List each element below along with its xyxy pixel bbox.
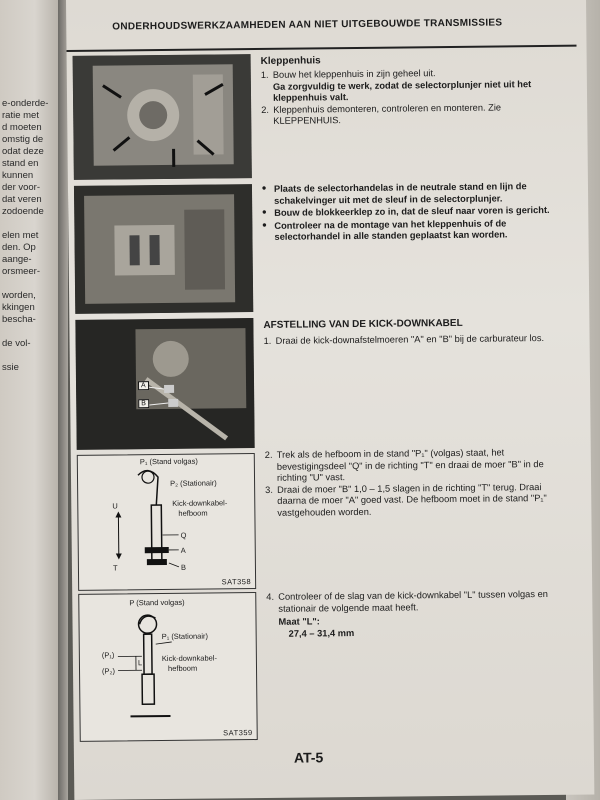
kleppenhuis-steps — [261, 67, 552, 128]
kickdown-steps-2-3 — [265, 447, 556, 519]
figure-sat359 — [78, 592, 258, 742]
fig358-cable-label: Kick-downkabel- — [172, 498, 228, 508]
assembly-note-2: • Bouw de blokkeerklep zo in, dat de sleuf naar voren is gericht. — [262, 205, 552, 220]
header-rule — [67, 45, 577, 52]
section-title-kickdown: AFSTELLING VAN DE KICK-DOWNKABEL — [263, 317, 463, 331]
fig358-p1-label: P₁ (Stand volgas) — [139, 456, 198, 467]
previous-page-line: der voor- — [2, 182, 41, 193]
fig358-id: SAT358 — [221, 577, 252, 587]
assembly-note-1: • Plaats de selectorhandelas in de neutrale stand en lijn de schakelvinger uit met de sleuf in de selectorplunjer. — [262, 181, 552, 207]
photo-selector-plunger — [74, 184, 253, 314]
previous-page-line: odat deze — [2, 146, 44, 157]
previous-page-line: e-onderde- — [2, 98, 49, 109]
fig358-lever-label: hefboom — [178, 508, 208, 518]
figure-sat358 — [77, 453, 256, 591]
kleppenhuis-step-1: 1. Bouw het kleppenhuis in zijn geheel uit. Ga zorgvuldig te werk, zodat de selectorplunjer niet uit het kleppenhuis valt. — [260, 68, 532, 103]
fig359-p-label: P (Stand volgas) — [129, 597, 185, 608]
fig358-t-label: T — [112, 563, 118, 573]
kleppenhuis-step-2: 2. Kleppenhuis demonteren, controleren en monteren. Zie KLEPPENHUIS. — [261, 101, 502, 126]
page-number: AT-5 — [293, 749, 324, 766]
kickdown-step-2: 2. Trek als de hefboom in de stand "P₁" (volgas) staat, het bevestigingsdeel "Q" in de richting "T" en draai de moer "B" in de richting "U" vast. — [264, 447, 544, 483]
fig358-a-label: A — [180, 545, 186, 555]
previous-page-line: ssie — [2, 362, 19, 373]
photo-kickdown-nuts — [75, 318, 254, 450]
fig359-p1-left: (P₁) — [101, 650, 115, 660]
previous-page-line: bescha- — [2, 314, 36, 325]
previous-page-line: worden, — [2, 290, 36, 301]
kickdown-step-3: 3. Draai de moer "B" 1,0 – 1,5 slagen in de richting "T" terug. Draai daarna de moer "A" goed vast. De hefboom moet in de stand "P₁" vastgehouden worden. — [265, 481, 547, 518]
fig358-q-label: Q — [180, 530, 187, 540]
previous-page-line: omstig de — [2, 134, 44, 145]
maat-value: 27,4 – 31,4 mm — [288, 627, 355, 639]
kickdown-step-4: 4. Controleer of de slag van de kick-downkabel "L" tussen volgas en stationair de volgende maat heeft. Maat "L": 27,4 – 31,4 mm — [266, 589, 556, 640]
page-header-title: ONDERHOUDSWERKZAAMHEDEN AAN NIET UITGEBOUWDE TRANSMISSIES — [112, 17, 503, 33]
photo-valve-body — [73, 54, 252, 180]
previous-page-line: d moeten — [2, 122, 42, 133]
section-title-kleppenhuis: Kleppenhuis — [260, 55, 321, 67]
fig358-p2-label: P₂ (Stationair) — [170, 478, 217, 488]
fig359-p1-label: P₁ (Stationair) — [161, 631, 209, 642]
previous-page-line: aange- — [2, 254, 32, 265]
previous-page-line: ratie met — [2, 110, 39, 121]
fig359-p2-left: (P₂) — [101, 666, 115, 676]
previous-page-line: kunnen — [2, 170, 34, 181]
assembly-note-3: • Controleer na de montage van het kleppenhuis of de selectorhandel in alle standen geplaatst kan worden. — [262, 217, 552, 243]
kickdown-step-1: 1. Draai de kick-downafstelmoeren "A" en "B" bij de carburateur los. — [263, 333, 545, 346]
fig359-id: SAT359 — [223, 728, 253, 738]
previous-page-line: de vol- — [2, 338, 31, 349]
fig358-b-label: B — [180, 562, 187, 572]
previous-page-line: stand en — [2, 158, 39, 169]
previous-page-line: den. Op — [2, 242, 36, 253]
photo-label-b: B — [138, 399, 149, 408]
previous-page-line: dat veren — [2, 194, 42, 205]
fig358-u-label: U — [112, 501, 118, 511]
fig359-lever-label: hefboom — [167, 663, 198, 673]
fig359-cable-label: Kick-downkabel- — [161, 653, 217, 664]
previous-page-line: orsmeer- — [2, 266, 41, 277]
maat-label: Maat "L": — [278, 616, 320, 627]
fig359-l-label: L — [137, 658, 143, 668]
previous-page-line: zodoende — [2, 206, 44, 217]
photo-label-a: A — [138, 381, 149, 390]
assembly-notes — [262, 181, 553, 245]
diagram-kickdown-lever — [78, 454, 255, 590]
previous-page-line: elen met — [2, 230, 39, 241]
previous-page-edge — [0, 0, 58, 800]
previous-page-line: kkingen — [2, 302, 35, 313]
manual-page — [66, 0, 594, 800]
